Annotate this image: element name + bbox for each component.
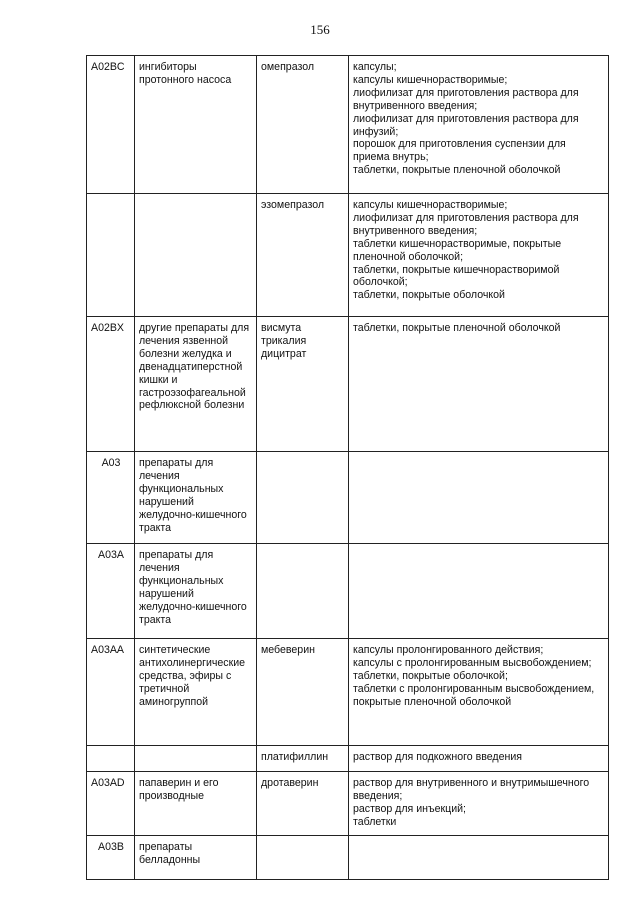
dosage-forms-cell <box>349 746 609 772</box>
dosage-form-line: капсулы кишечнорастворимые; <box>353 199 508 211</box>
dosage-forms-cell <box>349 639 609 746</box>
drug-name-cell: омепразол <box>257 56 349 194</box>
group-name-cell <box>135 746 257 772</box>
dosage-form-line: таблетки, покрытые кишечнорастворимой оболочкой; <box>353 263 560 289</box>
dosage-forms-cell <box>349 772 609 836</box>
atc-code-cell: A03AD <box>87 772 135 836</box>
dosage-form-line: лиофилизат для приготовления раствора для инфузий; <box>353 112 579 138</box>
group-name-cell: папаверин и его производные <box>135 772 257 836</box>
group-name-cell: ингибиторы протонного насоса <box>135 56 257 194</box>
dosage-form-line: лиофилизат для приготовления раствора для внутривенного введения; <box>353 86 579 112</box>
table-row <box>87 194 609 317</box>
table-row <box>87 772 609 836</box>
dosage-forms-cell <box>349 836 609 880</box>
dosage-form-line: таблетки, покрытые пленочной оболочкой <box>353 322 561 334</box>
dosage-form-line: раствор для инъекций; <box>353 802 466 815</box>
drug-table <box>86 55 609 880</box>
group-name-cell: препараты для лечения функциональных нарушений желудочно-кишечного тракта <box>135 452 257 544</box>
dosage-form-line: таблетки, покрытые оболочкой <box>353 289 505 302</box>
drug-name-cell: дротаверин <box>257 772 349 836</box>
dosage-form-line: таблетки <box>353 815 397 828</box>
table-row <box>87 544 609 639</box>
dosage-forms-cell <box>349 544 609 639</box>
drug-name-cell <box>257 836 349 880</box>
atc-code-cell <box>87 194 135 317</box>
group-name-cell <box>135 194 257 317</box>
dosage-form-line: таблетки кишечнорастворимые, покрытые пленочной оболочкой; <box>353 237 562 263</box>
dosage-form-line: капсулы с пролонгированным высвобождением; <box>353 656 592 669</box>
dosage-forms-cell <box>349 56 609 194</box>
drug-name-cell: эзомепразол <box>257 194 349 317</box>
group-name-cell: препараты для лечения функциональных нарушений желудочно-кишечного тракта <box>135 544 257 639</box>
dosage-forms-cell <box>349 452 609 544</box>
group-name-cell: другие препараты для лечения язвенной болезни желудка и двенадцатиперстной кишки и гастроэзофагеальной рефлюксной болезни <box>135 317 257 452</box>
atc-code-cell: A03A <box>87 544 135 639</box>
table-row <box>87 836 609 880</box>
dosage-form-line: таблетки, покрытые пленочной оболочкой <box>353 164 561 177</box>
drug-name-cell <box>257 452 349 544</box>
dosage-form-line: раствор для подкожного введения <box>353 751 522 763</box>
atc-code-cell: A03AA <box>87 639 135 746</box>
table-row <box>87 746 609 772</box>
atc-code-cell: A03B <box>87 836 135 880</box>
table-row <box>87 56 609 194</box>
atc-code-cell: A02BX <box>87 317 135 452</box>
dosage-form-line: капсулы кишечнорастворимые; <box>353 73 508 86</box>
drug-name-cell <box>257 544 349 639</box>
dosage-form-line: лиофилизат для приготовления раствора для внутривенного введения; <box>353 211 579 237</box>
page-number: 156 <box>310 22 330 37</box>
dosage-form-line: раствор для внутривенного и внутримышечного введения; <box>353 777 590 802</box>
drug-name-cell: висмута трикалия дицитрат <box>257 317 349 452</box>
atc-code-cell: A03 <box>87 452 135 544</box>
dosage-form-line: таблетки, покрытые оболочкой; <box>353 669 508 682</box>
dosage-forms-cell <box>349 317 609 452</box>
drug-name-cell: мебеверин <box>257 639 349 746</box>
dosage-form-line: капсулы пролонгированного действия; <box>353 644 544 656</box>
atc-code-cell: A02BC <box>87 56 135 194</box>
table-row <box>87 317 609 452</box>
table-row <box>87 639 609 746</box>
dosage-form-line: капсулы; <box>353 61 397 73</box>
drug-name-cell: платифиллин <box>257 746 349 772</box>
group-name-cell: синтетические антихолинергические средства, эфиры с третичной аминогруппой <box>135 639 257 746</box>
atc-code-cell <box>87 746 135 772</box>
dosage-forms-cell <box>349 194 609 317</box>
table-row <box>87 452 609 544</box>
group-name-cell: препараты белладонны <box>135 836 257 880</box>
dosage-form-line: порошок для приготовления суспензии для приема внутрь; <box>353 138 566 164</box>
dosage-form-line: таблетки с пролонгированным высвобождением, покрытые пленочной оболочкой <box>353 682 595 708</box>
